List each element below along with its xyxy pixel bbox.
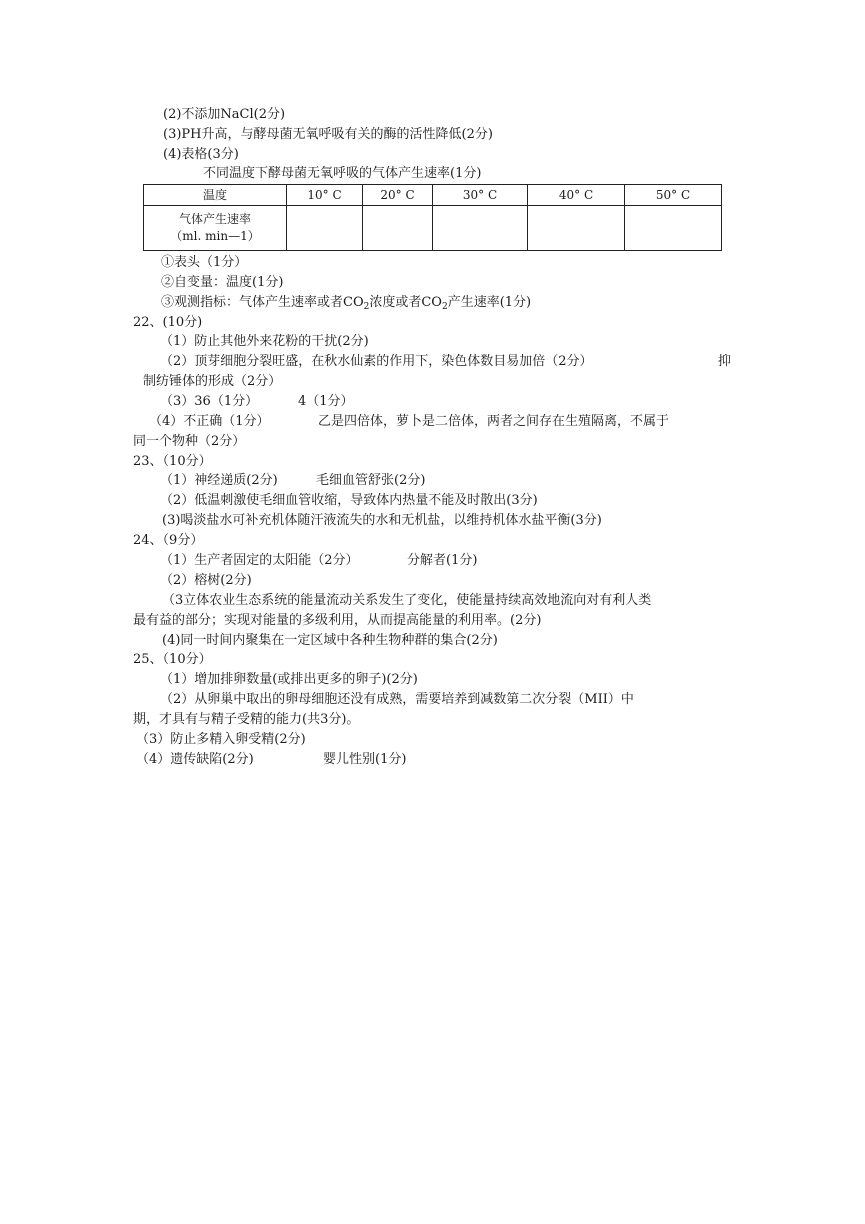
q24-part3-a: （3立体农业生态系统的能量流动关系发生了变化，使能量持续高效地流向对有利人类 bbox=[162, 593, 652, 608]
q25-part4-b: 婴儿性别(1分) bbox=[323, 752, 407, 767]
table-header-row bbox=[144, 185, 722, 206]
temp-50: 50° C bbox=[625, 185, 722, 206]
q22-part2-b: 抑 bbox=[718, 354, 732, 369]
temperature-rate-table bbox=[143, 184, 722, 251]
temp-10: 10° C bbox=[287, 185, 363, 206]
q21-part2: (2)不添加NaCl(2分) bbox=[163, 107, 286, 122]
q21-part4: (4)表格(3分) bbox=[163, 147, 239, 162]
q22-part2-c: 制纺锤体的形成（2分） bbox=[143, 374, 282, 389]
empty-cell bbox=[363, 206, 433, 251]
q24-heading: 24、（9分） bbox=[133, 533, 204, 548]
q24-part2: （2）榕树(2分) bbox=[160, 573, 252, 588]
q21-table-caption: 不同温度下酵母菌无氧呼吸的气体产生速率(1分) bbox=[203, 166, 482, 181]
temp-30: 30° C bbox=[433, 185, 528, 206]
q23-part2: （2）低温刺激使毛细血管收缩，导致体内热量不能及时散出(3分) bbox=[160, 493, 538, 508]
q24-part1-a: （1）生产者固定的太阳能（2分） bbox=[160, 553, 359, 568]
row-label-cell bbox=[144, 206, 287, 251]
q25-part4-a: （4）遗传缺陷(2分) bbox=[136, 752, 254, 767]
subscript-2: 2 bbox=[441, 302, 448, 312]
temp-40: 40° C bbox=[528, 185, 625, 206]
q25-part2-b: 期，才具有与精子受精的能力(共3分)。 bbox=[133, 712, 360, 727]
q23-part3: (3)喝淡盐水可补充机体随汗液流失的水和无机盐，以维持机体水盐平衡(3分) bbox=[162, 513, 602, 528]
empty-cell bbox=[625, 206, 722, 251]
empty-cell bbox=[287, 206, 363, 251]
table-data-row bbox=[144, 206, 722, 251]
q22-part4-a: （4）不正确（1分） bbox=[149, 414, 270, 429]
q24-part3-b: 最有益的部分；实现对能量的多级利用，从而提高能量的利用率。(2分) bbox=[133, 613, 542, 628]
q22-heading: 22、(10分) bbox=[133, 315, 203, 330]
q22-part1: （1）防止其他外来花粉的干扰(2分) bbox=[160, 334, 369, 349]
q21-note2: ②自变量：温度(1分) bbox=[161, 275, 284, 290]
note3-text-b: 浓度或者CO bbox=[369, 295, 442, 310]
q24-part4: (4)同一时间内聚集在一定区域中各种生物种群的集合(2分) bbox=[162, 633, 498, 648]
table-header-label: 温度 bbox=[144, 185, 287, 206]
q23-heading: 23、（10分） bbox=[133, 454, 212, 469]
q25-heading: 25、（10分） bbox=[133, 652, 212, 667]
q23-part1-a: （1）神经递质(2分) bbox=[160, 473, 278, 488]
row-label-line1: 气体产生速率 bbox=[178, 212, 251, 226]
q25-part2-a: （2）从卵巢中取出的卵母细胞还没有成熟，需要培养到减数第二次分裂（MII）中 bbox=[160, 692, 634, 707]
subscript-2: 2 bbox=[363, 302, 370, 312]
q25-part1: （1）增加排卵数量(或排出更多的卵子)(2分) bbox=[160, 672, 418, 687]
q22-part4-b: 乙是四倍体，萝卜是二倍体，两者之间存在生殖隔离，不属于 bbox=[318, 414, 670, 429]
temp-20: 20° C bbox=[363, 185, 433, 206]
q24-part1-b: 分解者(1分) bbox=[407, 553, 478, 568]
q23-part1-b: 毛细血管舒张(2分) bbox=[316, 473, 426, 488]
q22-part3-a: （3）36（1分） bbox=[160, 394, 259, 409]
note3-text-a: ③观测指标：气体产生速率或者CO bbox=[161, 295, 364, 310]
row-label-line2: （ml. min—1） bbox=[170, 229, 260, 243]
q22-part2-a: （2）顶芽细胞分裂旺盛，在秋水仙素的作用下，染色体数目易加倍（2分） bbox=[160, 354, 593, 369]
note3-text-c: 产生速率(1分) bbox=[447, 295, 532, 310]
q22-part4-c: 同一个物种（2分） bbox=[133, 434, 246, 449]
q21-part3: (3)PH升高，与酵母菌无氧呼吸有关的酶的活性降低(2分) bbox=[163, 127, 493, 142]
q25-part3: （3）防止多精入卵受精(2分) bbox=[136, 732, 306, 747]
empty-cell bbox=[528, 206, 625, 251]
q21-note3 bbox=[161, 294, 531, 316]
q21-note1: ①表头（1分） bbox=[161, 255, 248, 270]
empty-cell bbox=[433, 206, 528, 251]
q22-part3-b: 4（1分） bbox=[298, 394, 354, 409]
